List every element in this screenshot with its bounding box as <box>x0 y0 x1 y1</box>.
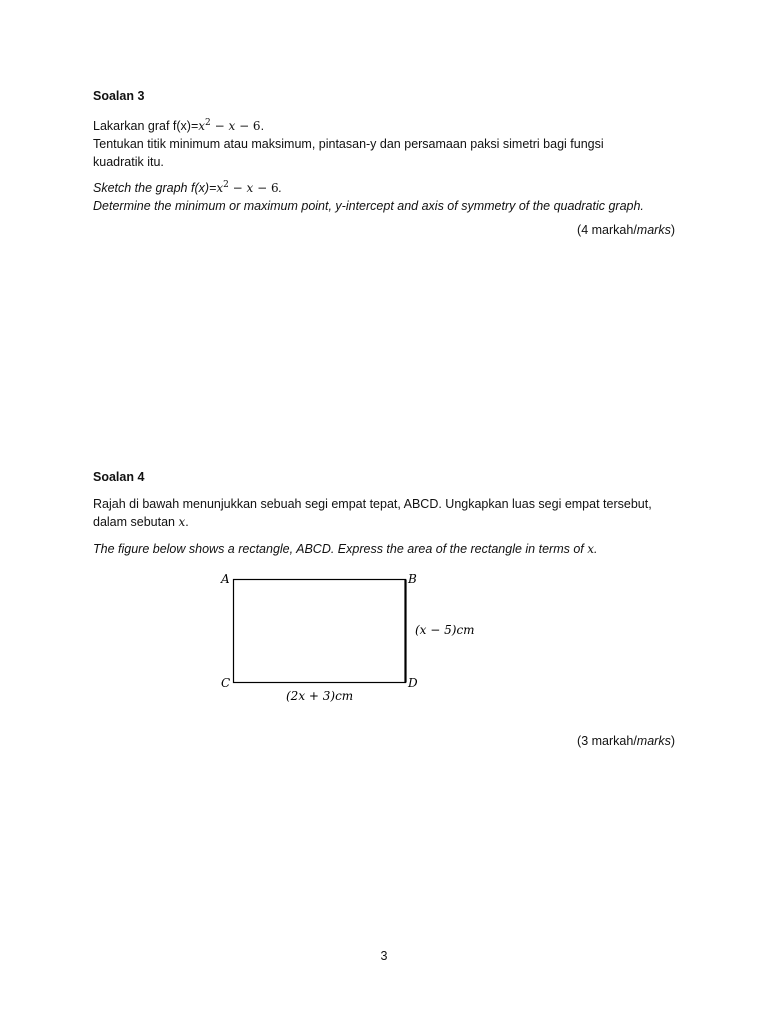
q4-marks-italic: marks <box>636 734 671 748</box>
question-4-english-text <box>93 540 683 558</box>
q3-marks-italic: marks <box>636 223 671 237</box>
q4-variable-x: x <box>178 515 186 529</box>
question-3-heading: Soalan 3 <box>93 89 145 103</box>
side-length-label: (x − 5)cm <box>415 623 475 637</box>
vertex-a-label: A <box>221 572 230 586</box>
q3-function-expression-en: $x^2 - x - 6$ <box>216 180 279 196</box>
rectangle-abcd-figure <box>210 566 510 711</box>
question-3-english-text <box>93 176 683 215</box>
q3-english-line-1-suffix: . <box>278 181 283 196</box>
rectangle-abcd <box>234 580 406 683</box>
q4-marks-prefix: (3 markah/ <box>577 734 637 748</box>
page-number: 3 <box>380 949 388 963</box>
bottom-length-label: (2x + 3)cm <box>286 689 354 703</box>
q4-marks-suffix: ) <box>670 734 675 748</box>
vertex-b-label: B <box>408 572 417 586</box>
q4-malay-line-2-suffix: . <box>185 515 189 529</box>
question-3-malay-text <box>93 114 683 171</box>
q3-malay-line-1-prefix: Lakarkan graf f(x)= <box>93 119 199 134</box>
vertex-c-label: C <box>221 676 231 690</box>
q3-malay-line-1 <box>93 114 683 135</box>
q4-malay-line-2 <box>93 513 683 531</box>
q4-english-line <box>93 540 683 558</box>
question-4-heading: Soalan 4 <box>93 470 145 484</box>
q3-marks <box>577 221 675 239</box>
q4-variable-x-en: x <box>587 542 595 556</box>
q4-malay-line-2-prefix: dalam sebutan <box>93 515 176 529</box>
q4-malay-line-1: Rajah di bawah menunjukkan sebuah segi empat tepat, ABCD. Ungkapkan luas segi empat tersebut, <box>93 497 652 511</box>
q3-malay-line-3: kuadratik itu. <box>93 155 164 170</box>
q4-marks <box>577 732 675 750</box>
q3-english-line-2: Determine the minimum or maximum point, y-intercept and axis of symmetry of the quadratic graph. <box>93 199 644 214</box>
q3-english-line-1-prefix: Sketch the graph f(x)= <box>93 181 217 196</box>
q3-function-expression: $x^2 - x - 6$ <box>198 118 261 134</box>
q3-marks-suffix: ) <box>670 223 675 237</box>
vertex-d-label: D <box>408 676 418 690</box>
q3-english-line-1 <box>93 176 683 197</box>
question-3 <box>93 87 683 105</box>
q3-malay-line-2: Tentukan titik minimum atau maksimum, pintasan-y dan persamaan paksi simetri bagi fungsi <box>93 137 604 152</box>
q3-marks-prefix: (4 markah/ <box>577 223 637 237</box>
q3-malay-line-1-suffix: . <box>260 119 265 134</box>
question-4 <box>93 468 683 486</box>
q4-english-line-suffix: . <box>594 542 598 556</box>
question-4-malay-text <box>93 495 683 531</box>
q4-english-line-prefix: The figure below shows a rectangle, ABCD. Express the area of the rectangle in terms of <box>93 542 584 556</box>
